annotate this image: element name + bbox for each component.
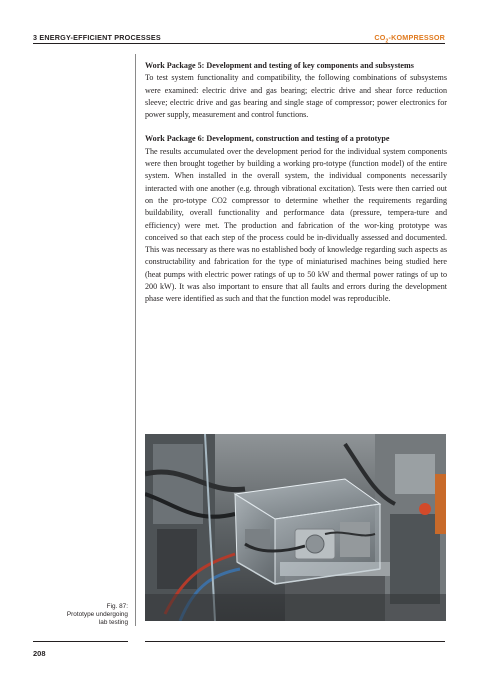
figure-caption-line-1: Prototype undergoing	[66, 611, 128, 618]
figure-caption	[40, 603, 128, 627]
header-rule	[33, 43, 445, 44]
work-package-5-body: To test system functionality and compatibility, the following combinations of subsystems were examined: electric drive and gas bearing; electric drive and shear force reduction sleeve; electric drive and gas bearing and single stage of compressor; power electronics for power supply, measurement and control functions.	[145, 73, 447, 120]
work-package-6-heading: Work Package 6: Development, construction and testing of a prototype	[145, 134, 390, 144]
margin-divider	[135, 54, 136, 626]
main-text-column	[145, 60, 447, 306]
page-number: 208	[33, 649, 46, 658]
running-header-title: $CO_2$-KOMPRESSOR	[374, 33, 445, 45]
figure-caption-line-2: lab testing	[98, 619, 128, 626]
footer-rule-right	[145, 641, 445, 642]
figure-label: Fig. 87:	[106, 603, 128, 610]
running-header-section: 3 ENERGY-EFFICIENT PROCESSES	[33, 33, 161, 42]
prototype-lab-photo	[145, 434, 446, 621]
footer-rule-left	[33, 641, 128, 642]
work-package-6-body: The results accumulated over the development period for the individual system components were then brought together by building a working pro-totype (function model) of the entire system. When installed in the overall system, the individual components necessarily interacted with one another (e.g. through vibrational excitation). Tests were then carried out on the pro-totype CO2 compressor to determine whether the requirements regarding buildability, overall functionality and performance data (pressure, tempera-ture and efficiency) were met. The production and fabrication of the wor-king prototype was conceived so that each step of the process could be in-dividually assessed and documented. This was necessary as there was no established body of knowledge regarding such aspects as constructability and fabrication for the type of miniaturised machines being studied here (heat pumps with electric power ratings of up to 50 kW and thermal power ratings of up to 200 kW). It was also important to ensure that all faults and errors during the development phase were identified as such and that the function model was reproducible.	[145, 146, 447, 304]
work-package-5-heading: Work Package 5: Development and testing of key components and subsystems	[145, 61, 414, 70]
